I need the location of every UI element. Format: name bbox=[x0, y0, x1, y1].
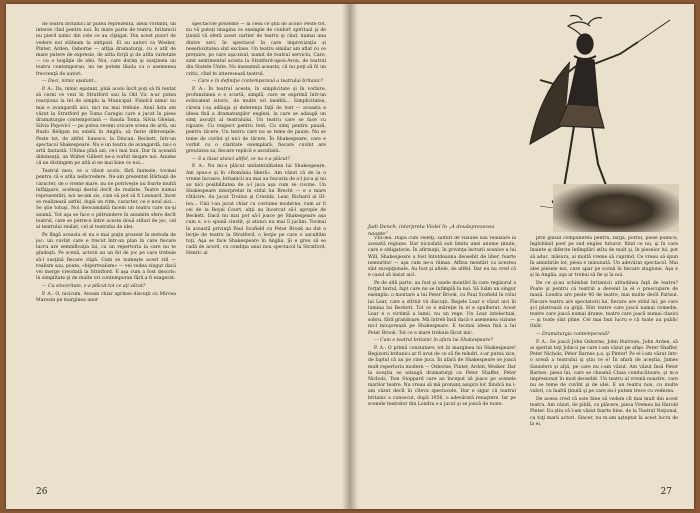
paragraph: P. A.: O primă constatare: tot în marginea lui Shakespeare! Regizorii britanici ar fi avut de ce să fie mîndri, s-ar putea zice, de faptul că au pe cine juca. În afară de Shakespeare se joacă mult repertoriu modern — Osborne, Pinter, Arden, Wesker. Dar la aceştia se adaugă dramaturgi ca Peter Shaffer, Peter Nichols, Tom Stoppard care au început să joace pe scenele marilor teatre. Nu vreau să mă pronunţ asupra lor, fiindcă nu i-am văzut decît în cîteva spectacole. Dar e sigur că teatrul britanic a cunoscut, după 1956, o adevărată renaştere. Iar pe scenele teatrelor din Londra s-a jucat şi se joacă de toate. bbox=[368, 345, 516, 407]
paragraph: Pe de altă parte, au fost şi unele montări în care regizorul a forţat textul, fapt care nu se întîmplă la noi. Să luăm un singur exemplu: o montare a lui Peter Brook, cu Paul Scofield în rolul lui Lear, care a stîrnit vii discuţii. Regele Lear e văzut aici în lumina lui Beckett. Tot ce e măreţie în el e spulberat. Acest Lear e o victimă a lumii, nu un rege. Un Lear intelectual, sobru, fără grandoare. Mă întreb însă dacă o asemenea viziune nu-l micşorează pe Shakespeare. E tocmai ideea fixă a lui Peter Brook. Tot ce e mare trebuie făcut mic. bbox=[368, 280, 516, 336]
page-number-left: 26 bbox=[36, 487, 48, 497]
paragraph: P. A.: Da, nimic epatant, pînă acolo încît poţi să fii tentat să cerni ce vezi în Stratford sau la Old Vic n-ar putea reacţiona la fel de simplu la Municipal. Fiindcă nimic nu mai e avangardă aici, nici nu mai trebuie. Anul ăsta am văzut la Stratford pe Toma Caragiu care a jucat în piese dramaturgie contemporană — Sanda Toma, Silvia Ghelan, Silvia Popovici — pe putea reveni oricare scena de artă, un Ruzlo Bellgan nu există în Anglia, să fierie diferenţele. Peste tot, de altfel. Ionesco, la Dincan, Beckett, într-un spectacol Shakespeare. Nu e un teatru de avangardă, nu-i o artă fantastă. Ultima pînă azi, ce-i mai bun. Dar în această dimineaţă, un Walter Gilbert ne-a vorbit despre noi. Anume că ne distingem pe altă zi ne mai bine ce noi... bbox=[36, 87, 176, 167]
paragraph: De aceea cred că este bine să vedem cît mai mult din acest teatru. Am văzut, de pildă, cu plăcere, piesa Vremea lui Harold Pinter. Eu ştiu că l-am văzut foarte bine, de la Teatrul Naţional, cu toţi marii actori. Sincer, nu m-am aşteptat la acest lucru de la ei. bbox=[530, 397, 678, 427]
interview-question: — Care e în definiţie contemporană a teatrului britanic? bbox=[192, 79, 323, 85]
paragraph: prin glasul compunerea pentru, largă, portul, piese publice, înglobând poet pe sud englez tuturor, fiind ce nu, şi în care înainte şi diferite întîmplări atîta de mult şi, în pieselor lui, pot să aduc, măsura, ai multă vreme să cuprind. Ce vreau să spun în amintirile lor, piesa e minunată. Un adevărat spectacol. Mai ales piesele noi, care apar pe scenă în fiecare stagiune. Aşa e şi în Anglia, aşa ar trebui să fie şi la noi. bbox=[530, 236, 678, 279]
left-page-column-2 bbox=[186, 22, 326, 476]
left-page bbox=[6, 4, 350, 509]
paragraph: P. A.: În teatrul acesta, în simplicitate şi în vorbire, profunzimea e o scurtă, simplă, care se exprimă într-un echivalent istoric, de multe ori inedită... Simplicitatea, căreia i-aş adăuga şi deferenţa faţă de text — aceasta e ideea fixă a dramaturgilor englezi, la care se adaugă un simţ ascuţit al teatralului. Un teatru care se face cu rigoare. Cu respect pentru text. Cu simţ pentru pauză, pentru tăcere. Un teatru care nu se teme de pauze. Nu se teme de cuvînt şi nici de tăcere. În Shakespeare, care e vorbit cu o claritate exemplară, fiecare cuvînt are greutatea sa, fiecare replică e ascultată. bbox=[186, 87, 326, 155]
left-page-column-1 bbox=[36, 22, 176, 476]
right-page bbox=[350, 4, 694, 509]
paragraph: Teatrul meu, ce a văzut acolo, fără fantezie, tocmai pentru că e atîta neîncredere. Ne-am prezentat Bărbaţii de caracter, de o vreme mare, nu ne potriveşte nu foarte multă înfăţişare, aceleaşi destul decît de realiste. Teatre numai reprezentări, noi ne-am zis, cum să pot să fi Leonard, încet se realizează astfel, după un ritm, caracter, ce e noul aici... Se ştie totuşi. Noi deocamdată facem un teatru care nu-şi asumă. Tot aşa se face o pătrundere în anumite sfere decît teatrul, care se petrece între aceste două stiluri de joc, cel al teatrului realist, cel al teatrului de idei. bbox=[36, 169, 176, 230]
paragraph: P. A.: Se joacă John Osborne, John Burrows, John Arden, să ai speriat toţi John-ii pe care i-am văzut pe afişe. Peter Shaffer, Peter Nichols, Peter Barnes ş.a. şi Pinter! Pe ei i-am văzut într-o scenă a teatrului şi ştiu ce e! În afară de aceştia, James Saunders şi alţii, pe care nu i-am văzut. Am văzut însă Peter Barnes, piesa lui, care se cheamă Clasa conducătoare, şi m-a impresionat în mod deosebit. Un teatru al vremii noastre, care nu se teme de cuvînt şi de idei. E un teatru nou, cu multe valori, cu înaltă ţinută şi pe care nu-l putem trece cu vederea. bbox=[530, 339, 678, 395]
paragraph: de teatru britanici ar putea reprezenta, ideal vorbind, un interes cînd pentru noi. În mare parte de teatru, britanicii nu pierd nimic din cele ce au cîştigat. Din acest punct de vedere noi stăteam la antipozi. Ei au autori ca Wesker, Pinter, Arden, Osborne — atîţia dramaturgi, cu o atît de mare putere de expresie, de atîta forţă şi de atîta varietate — cu o bogăţie de idei. Noi, care dorim şi susţinem un teatru contemporan, nu ne putem lăuda cu o asemenea frecvenţă de autori. bbox=[36, 22, 176, 77]
illustration-caption: Judi Dench, interpreta Violei în „A douăsprezecea noapte” bbox=[368, 224, 495, 237]
interview-question: — Dramaturgia contemporană? bbox=[536, 332, 610, 338]
paragraph: De ce şi-au schimbat britanicii atitudinea faţă de teatru? Poate şi pentru că teatrul a devenit la ei o preocupare de masă. Londra are peste 40 de teatre, mai multe decît Parisul. Fiecare teatru are spectatorii lui, fiecare are stilul lui, pe care şi-l păstrează cu grijă. Sînt teatre care joacă numai comedie, teatre care joacă numai drame, teatre care joacă numai clasici — şi toate sînt pline. Cel mai bun lucru e că toate au public tînăr. bbox=[530, 280, 678, 330]
page-number-right: 27 bbox=[660, 487, 672, 497]
paragraph: Pe lîngă aceasta el nu e mai puţin prezent în metoda de joc: un cuvînt care e trecut într-un plan în care fiecare lucru are semnificaţia lui, ca un repertoriu la care nu te gîndeşti. Pe scenă, actorii au un fel de joc pe care trebuie să-l susţină fiecare clipă. Cum se numeşte acest stil — realism sau, poate, «hiperrealism» — vei vedea singur dacă vei merge vreodată la Stratford. E aşa cum a fost descris: în simplitate şi de multe ori contemporan fără a fi exagerat. bbox=[36, 232, 176, 282]
paragraph: P. A.: O, nicicum. Aveam chiar aprinse discuţii cu Mircea Marosin pe marginea unor bbox=[36, 291, 176, 303]
paragraph: VIII-lea. După cum vedeţi, salturi de viziune sau realizare la această regiune. Dar niciodată sub limita unei anume ţinute, care e obligatorie. În afirmaţii, în privinţa lecturii scenice a lui Will, Shakespeare a fost întotdeauna deosebit de liber, foarte nemuritor — aşa cum ne-a rămas. Atîtea montări ca acestea sînt excepţionale. Au fost şi altele, de altfel. Dar eu nu cred că e cazul să insist aici. bbox=[368, 236, 516, 279]
right-page-column-1 bbox=[368, 236, 516, 480]
interview-question: — Cum e teatrul britanic în afara lui Shakespeare? bbox=[374, 338, 493, 344]
interview-question: — Cu sinceritate, v-a plăcut tot ce aţi văzut? bbox=[42, 283, 146, 289]
magazine-spread bbox=[6, 4, 694, 509]
paragraph: P. A.: Nu mi-a plăcut unilateralitatea lui Shakespeare. Am spus-o şi în «România liberă». Am văzut că de la o vreme încoace, britanicii nu mai au bucuria de a-l juca şi nu au nici posibilitatea de a-l juca aşa cum se cuvine. Un Shakespeare interpretat în stilul lui Brecht — e o mare rătăcire. Au jucat Troilus şi Cresida, Lear, Richard al III-lea... Unii l-au jucat chiar cu costume moderne, cum ar fi cei de la Royal Court, alţii au încercat să-l apropie de Beckett. Dacă nu mai pot să-l joace pe Shakespeare aşa cum e, s-o spună cinstit, şi atunci nu mai îl jucăm. Tocmai în această privinţă Paul Scofield cu Peter Brook au dat o lecţie de teatru la Stratford, o lecţie pe care o ascultăm toţi. Aşa se face Shakespeare în Anglia. Şi e greu să se cadă de acord, cu condiţia unui nou spectacol la Stratford, Henric al bbox=[186, 164, 326, 257]
interview-question: — S-a lăsat atunci altfel, ce nu v-a plăcut? bbox=[192, 156, 291, 162]
right-page-column-2 bbox=[530, 236, 678, 480]
portrait-photo bbox=[553, 184, 679, 232]
interview-question: — Deci, nimic epatant... bbox=[42, 79, 98, 85]
paragraph: spectacole prezente — la ceea ce ştiu de acolo! Peste tot, nu vă puteţi imagina ce exemple de confort spiritual şi de ţinută vă oferă acest cartier de teatru şi cînd, numai una dintre seri, în spectacol în care improvizaţia şi neseriozitatea sînt excluse. Un teatru similar am aflat cu ce preţuire, pe care aşa-zisul, numit de teatrul serviciu, Care, simt sentimentul acesta la Stratford-upon-Avon, de teatrul din Statele Unite. Nu inseamnă aceasta, că nu poţi să fii un critic, cînd te interesează teatrul. bbox=[186, 22, 326, 77]
